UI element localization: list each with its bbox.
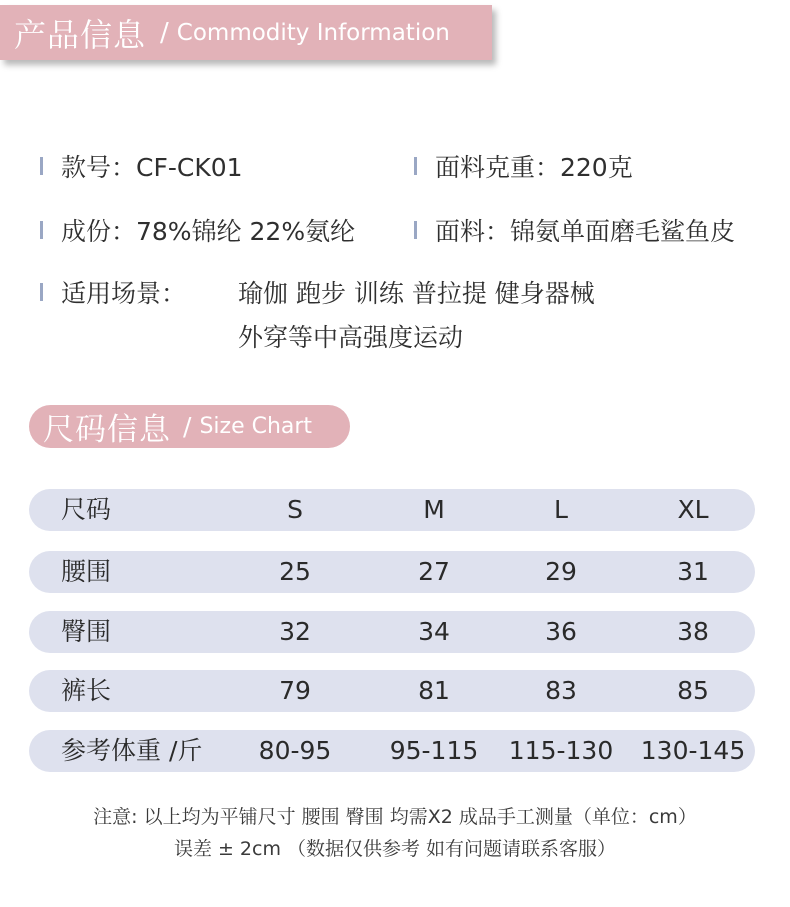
scene-line-2: 外穿等中高强度运动 (238, 323, 464, 352)
length-row (29, 670, 755, 712)
bullet-bar-icon (40, 221, 43, 239)
row-label: 裤长 (61, 676, 112, 705)
size-header-row (29, 489, 755, 531)
fabric-text: 面料：锦氨单面磨毛鲨鱼皮 (435, 217, 736, 246)
weight-cell: 130-145 (640, 736, 746, 765)
size-chart-banner (29, 405, 350, 448)
size-cell: M (423, 495, 445, 524)
bullet-bar-icon (414, 157, 417, 175)
size-title-en: Size Chart (199, 414, 313, 439)
waist-cell: 31 (677, 557, 709, 586)
commodity-title-zh: 产品信息 (14, 15, 147, 54)
commodity-title-en: Commodity Information (176, 19, 450, 46)
composition-text: 成份：78%锦纶 22%氨纶 (61, 217, 356, 246)
waist-cell: 27 (418, 557, 450, 586)
fabric-weight-text: 面料克重：220克 (435, 153, 633, 182)
length-cell: 79 (279, 676, 311, 705)
hip-cell: 34 (418, 617, 450, 646)
waist-cell: 29 (545, 557, 577, 586)
bullet-bar-icon (40, 283, 43, 301)
info-fabric (414, 212, 735, 248)
waist-row (29, 551, 755, 593)
weight-cell: 95-115 (389, 736, 479, 765)
weight-row (29, 730, 755, 772)
info-fabric-weight (414, 148, 633, 184)
hip-row (29, 611, 755, 653)
scene-label: 适用场景： (61, 279, 187, 308)
size-cell: S (287, 495, 303, 524)
info-style-no (40, 148, 243, 184)
row-label: 臀围 (61, 617, 112, 646)
waist-cell: 25 (279, 557, 311, 586)
weight-cell: 115-130 (508, 736, 614, 765)
size-cell: L (554, 495, 568, 524)
note-line-2: 误差 ± 2cm （数据仅供参考 如有问题请联系客服） (173, 838, 617, 860)
size-title-separator: / (183, 412, 192, 441)
size-cell: XL (677, 495, 709, 524)
style-no-text: 款号：CF-CK01 (61, 153, 243, 182)
length-cell: 81 (418, 676, 450, 705)
row-label: 参考体重 /斤 (61, 736, 203, 765)
hip-cell: 36 (545, 617, 577, 646)
info-composition (40, 212, 355, 248)
row-label: 腰围 (61, 557, 112, 586)
row-label: 尺码 (61, 495, 112, 524)
commodity-title-separator: / (160, 17, 169, 48)
note-line-1: 注意: 以上均为平铺尺寸 腰围 臀围 均需X2 成品手工测量（单位：cm） (93, 806, 697, 828)
size-title-zh: 尺码信息 (43, 412, 171, 448)
hip-cell: 38 (677, 617, 709, 646)
weight-cell: 80-95 (258, 736, 332, 765)
length-cell: 83 (545, 676, 577, 705)
commodity-info-banner (0, 5, 492, 60)
info-scene (40, 274, 186, 310)
length-cell: 85 (677, 676, 709, 705)
bullet-bar-icon (40, 157, 43, 175)
hip-cell: 32 (279, 617, 311, 646)
scene-line-1: 瑜伽 跑步 训练 普拉提 健身器械 (238, 279, 595, 308)
bullet-bar-icon (414, 221, 417, 239)
